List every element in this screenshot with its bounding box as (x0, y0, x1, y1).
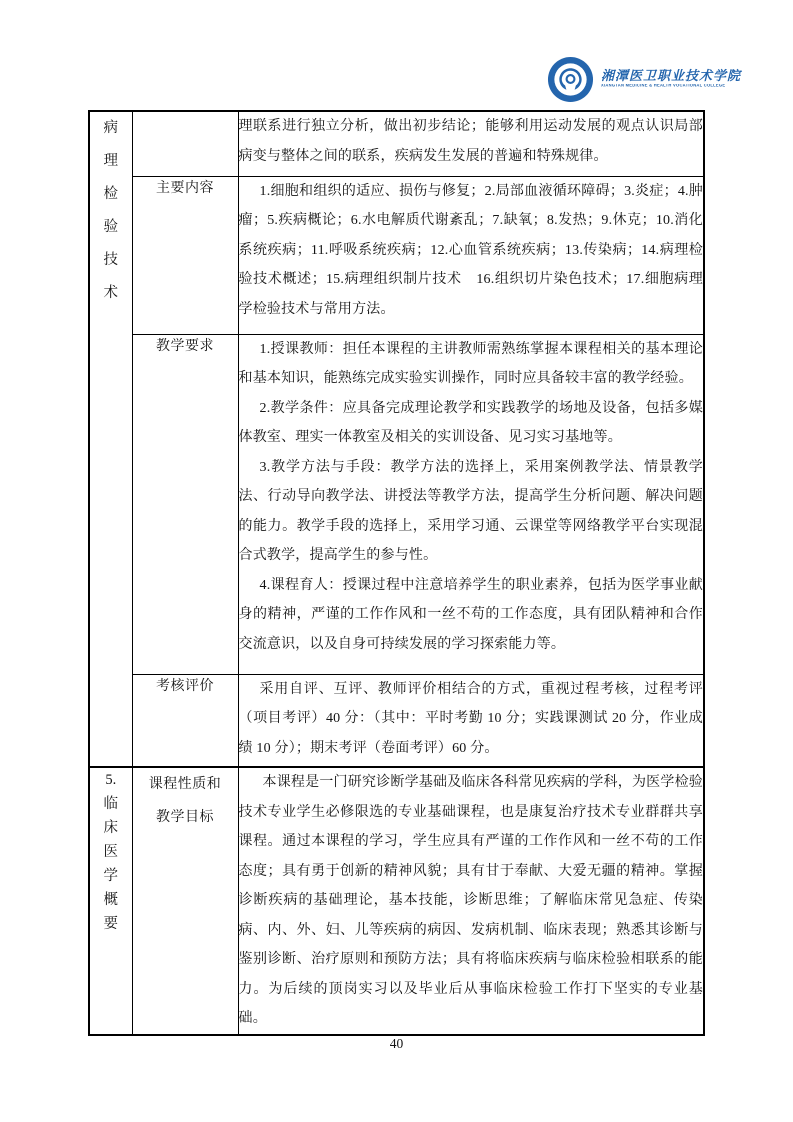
college-logo (547, 56, 784, 103)
course-title-char: 理 (103, 153, 118, 169)
paragraph: 理联系进行独立分析，做出初步结论；能够利用运动发展的观点认识局部病变与整体之间的联系，疾病发生发展的普遍和特殊规律。 (238, 119, 703, 164)
paragraph: 4.课程育人：授课过程中注意培养学生的职业素养，包括为医学事业献身的精神，严谨的工作作风和一丝不苟的工作态度，具有团队精神和合作交流意识，以及自身可持续发展的学习探索能力等。 (238, 577, 703, 652)
table-row (89, 674, 704, 767)
row-label-assessment: 考核评价 (132, 674, 238, 767)
course-title-char: 术 (103, 285, 118, 301)
course-title-char: 概 (103, 892, 118, 908)
paragraph: 1.授课教师：担任本课程的主讲教师需熟练掌握本课程相关的基本理论和基本知识，能熟练完成实验实训操作，同时应具备较丰富的教学经验。 (238, 341, 703, 386)
course-title-char: 检 (103, 186, 118, 202)
table-row (89, 176, 704, 334)
course-title-char: 临 (103, 796, 118, 812)
row-content-teaching-requirements (238, 334, 704, 674)
paragraph: 1.细胞和组织的适应、损伤与修复；2.局部血液循环障碍；3.炎症；4.肿瘤；5.疾病概论；6.水电解质代谢紊乱；7.缺氧；8.发热；9.休克；10.消化系统疾病；11.呼吸系统疾病；12.心血管系统疾病；13.传染病；14.病理检验技术概述；15.病理组织制片技术 16.组织切片染色技术；17.细胞病理学检验技术与常用方法。 (238, 183, 703, 317)
course-title-char: 验 (103, 219, 118, 235)
row-content-main-content (238, 176, 704, 334)
row-label-main-content: 主要内容 (132, 176, 238, 334)
course-title-char: 学 (103, 868, 118, 884)
college-name-block (601, 69, 784, 90)
paragraph: 3.教学方法与手段：教学方法的选择上，采用案例教学法、情景教学法、行动导向教学法、讲授法等教学方法，提高学生分析问题、解决问题的能力。教学手段的选择上，采用学习通、云课堂等网络教学平台实现混合式教学，提高学生的参与性。 (238, 459, 703, 563)
table-row (89, 334, 704, 674)
paragraph: 采用自评、互评、教师评价相结合的方式，重视过程考核，过程考评（项目考评）40 分：（其中：平时考勤 10 分；实践课测试 20 分，作业成绩 10 分）；期末考评（卷面考评）60 分。 (238, 681, 703, 756)
course-title-char: 技 (103, 252, 118, 268)
table-row (89, 767, 704, 1035)
course-title-char: 床 (103, 820, 118, 836)
label-line: 课程性质和 (148, 777, 222, 792)
course-title-char: 要 (103, 916, 118, 932)
paragraph: 2.教学条件：应具备完成理论教学和实践教学的场地及设备，包括多媒体教室、理实一体教室及相关的实训设备、见习实习基地等。 (238, 400, 703, 445)
label-line: 教学目标 (156, 810, 214, 825)
course-title-clinical-medicine-outline (89, 767, 132, 1035)
paragraph: 本课程是一门研究诊断学基础及临床各科常见疾病的学科，为医学检验技术专业学生必修限选的专业基础课程，也是康复治疗技术专业群群共享课程。通过本课程的学习，学生应具有严谨的工作作风和一丝不苟的工作态度；具有勇于创新的精神风貌；具有甘于奉献、大爱无疆的精神。掌握诊断疾病的基础理论，基本技能，诊断思维；了解临床常见急症、传染病、内、外、妇、儿等疾病的病因、发病机制、临床表现；熟悉其诊断与鉴别诊断、治疗原则和预防方法；具有将临床疾病与临床检验相联系的能力。为后续的顶岗实习以及毕业后从事临床检验工作打下坚实的专业基础。 (238, 775, 703, 1026)
course-syllabus-table (88, 110, 705, 1036)
row-content-continued (238, 111, 704, 176)
college-name-chinese: 湘潭医卫职业技术学院 (601, 68, 742, 83)
college-name-english: XIANGTAN MEDICINE & HEALTH VOCATIONAL COLLEGE (601, 84, 726, 89)
row-label-teaching-requirements: 教学要求 (132, 334, 238, 674)
college-emblem-icon (547, 56, 594, 103)
course-title-char: 医 (103, 844, 118, 860)
course-title-char: 病 (103, 120, 118, 136)
course-title-pathology-lab-tech (89, 111, 132, 767)
row-label-continued (132, 111, 238, 176)
row-content-assessment (238, 674, 704, 767)
course-title-char: 5. (105, 772, 117, 788)
table-row (89, 111, 704, 176)
row-content-course-nature-goals (238, 767, 704, 1035)
row-label-course-nature-goals (132, 767, 238, 1035)
page-number: 40 (389, 1036, 404, 1051)
